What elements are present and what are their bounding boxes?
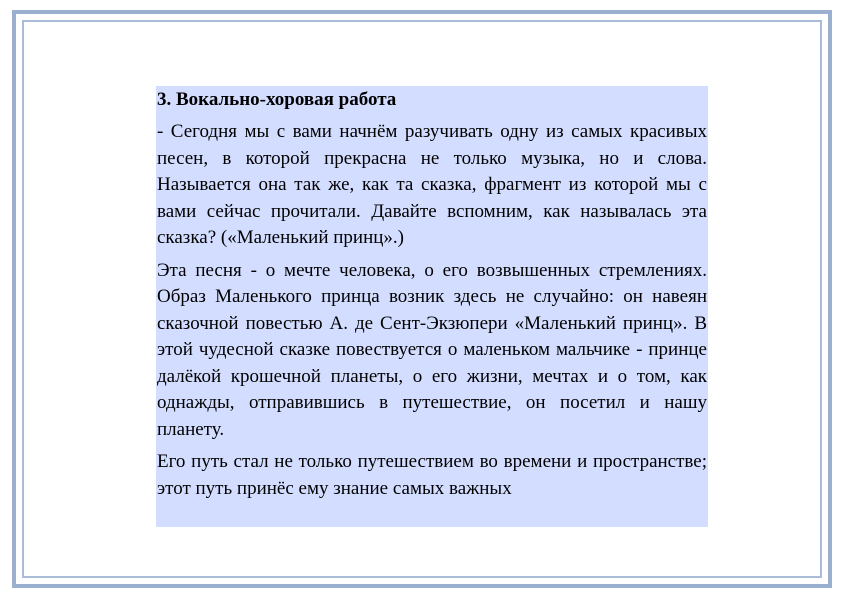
section-heading: 3. Вокально-хоровая работа — [157, 89, 397, 110]
paragraph-intro: - Сегодня мы с вами начнём разучивать одну из самых красивых песен, в которой прекрасна не только музыка, но и слова. Называется она так же, как та сказка, фрагмент из которой мы с вами сейчас прочитали. Давайте вспомним, как называлась эта сказка? («Маленький принц».) — [157, 121, 707, 248]
paragraph-journey: Его путь стал не только путешествием во времени и пространстве; этот путь принёс ему знание самых важных — [157, 451, 707, 499]
paragraph-song-description: Эта песня - о мечте человека, о его возвышенных стремлениях. Образ Маленького принца возник здесь не случайно: он навеян сказочной повестью А. де Сент-Экзюпери «Маленький принц». В этой чудесной сказке повествуется о маленьком мальчике - принце далёкой крошечной планеты, о его жизни, мечтах и о том, как однажды, отправившись в путешествие, он посетил и нашу планету. — [157, 259, 707, 440]
slide-text-block — [156, 86, 708, 527]
